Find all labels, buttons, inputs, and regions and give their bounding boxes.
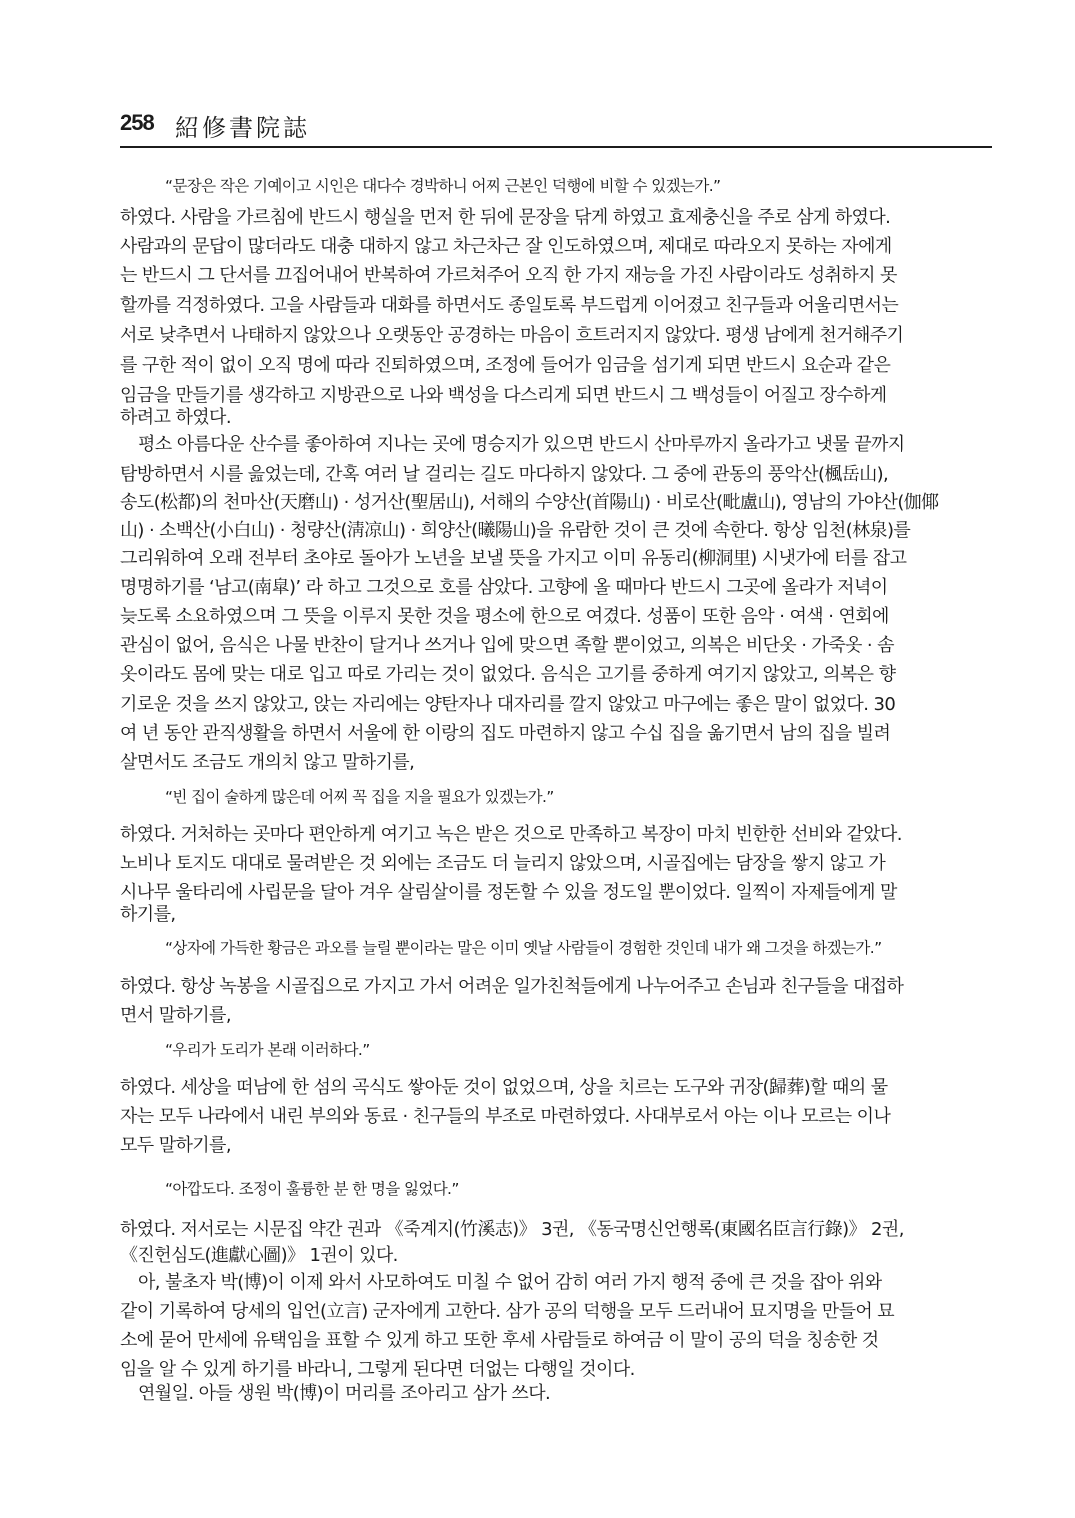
- text-line: 모두 말하기를,: [120, 1135, 231, 1156]
- text-line: 를 구한 적이 없이 오직 명에 따라 진퇴하였으며, 조정에 들어가 임금을 섬기게 되면 반드시 요순과 같은: [120, 355, 891, 376]
- quote-1: “문장은 작은 기예이고 시인은 대다수 경박하니 어찌 근본인 덕행에 비할 수 있겠는가.”: [165, 177, 721, 195]
- text-line: 그리워하여 오래 전부터 초야로 돌아가 노년을 보낼 뜻을 가지고 이미 유동리(柳洞里) 시냇가에 터를 잡고: [120, 548, 907, 569]
- text-line: 할까를 걱정하였다. 고을 사람들과 대화를 하면서도 종일토록 부드럽게 이어졌고 친구들과 어울리면서는: [120, 295, 899, 316]
- text-line: 여 년 동안 관직생활을 하면서 서울에 한 이랑의 집도 마련하지 않고 수십 집을 옮기면서 남의 집을 빌려: [120, 723, 891, 744]
- text-line: 자는 모두 나라에서 내린 부의와 동료 · 친구들의 부조로 마련하였다. 사대부로서 아는 이나 모르는 이나: [120, 1106, 891, 1127]
- text-line: 같이 기록하여 당세의 입언(立言) 군자에게 고한다. 삼가 공의 덕행을 모두 드러내어 묘지명을 만들어 묘: [120, 1301, 895, 1322]
- text-line: 하기를,: [120, 904, 176, 925]
- text-line: 연월일. 아들 생원 박(博)이 머리를 조아리고 삼가 쓰다.: [138, 1383, 551, 1404]
- text-line: 하였다. 항상 녹봉을 시골집으로 가지고 가서 어려운 일가친척들에게 나누어주고 손님과 친구들을 대접하: [120, 976, 904, 997]
- text-line: 평소 아름다운 산수를 좋아하여 지나는 곳에 명승지가 있으면 반드시 산마루까지 올라가고 냇물 끝까지: [138, 434, 905, 455]
- text-line: 송도(松都)의 천마산(天磨山) · 성거산(聖居山), 서해의 수양산(首陽山) · 비로산(毗盧山), 영남의 가야산(伽倻: [120, 492, 939, 513]
- text-line: 명명하기를 ‘남고(南皐)’ 라 하고 그것으로 호를 삼았다. 고향에 올 때마다 반드시 그곳에 올라가 저녁이: [120, 577, 888, 598]
- page-header: [120, 108, 992, 148]
- text-line: 하려고 하였다.: [120, 407, 231, 428]
- text-line: 하였다. 사람을 가르침에 반드시 행실을 먼저 한 뒤에 문장을 닦게 하였고 효제충신을 주로 삼게 하였다.: [120, 207, 891, 228]
- text-line: 기로운 것을 쓰지 않았고, 앉는 자리에는 양탄자나 대자리를 깔지 않았고 마구에는 좋은 말이 없었다. 30: [120, 694, 896, 715]
- quote-2: “빈 집이 술하게 많은데 어찌 꼭 집을 지을 필요가 있겠는가.”: [165, 788, 554, 806]
- text-line: 서로 낮추면서 나태하지 않았으나 오랫동안 공경하는 마음이 흐트러지지 않았다. 평생 남에게 천거해주기: [120, 325, 904, 346]
- quote-3: “상자에 가득한 황금은 과오를 늘릴 뿐이라는 말은 이미 옛날 사람들이 경험한 것인데 내가 왜 그것을 하겠는가.”: [165, 939, 882, 957]
- text-line: 는 반드시 그 단서를 끄집어내어 반복하여 가르쳐주어 오직 한 가지 재능을 가진 사람이라도 성취하지 못: [120, 265, 897, 286]
- text-line: 옷이라도 몸에 맞는 대로 입고 따로 가리는 것이 없었다. 음식은 고기를 중하게 여기지 않았고, 의복은 향: [120, 664, 896, 685]
- quote-5: “아깝도다. 조정이 훌륭한 분 한 명을 잃었다.”: [165, 1180, 459, 1198]
- text-line: 하였다. 세상을 떠남에 한 섬의 곡식도 쌓아둔 것이 없었으며, 상을 치르는 도구와 귀장(歸葬)할 때의 물: [120, 1077, 888, 1098]
- text-line: 하였다. 저서로는 시문집 약간 권과 《죽계지(竹溪志)》 3권, 《동국명신언행록(東國名臣言行錄)》 2권,: [120, 1219, 904, 1240]
- text-line: 아, 불초자 박(博)이 이제 와서 사모하여도 미칠 수 없어 감히 여러 가지 행적 중에 큰 것을 잡아 위와: [138, 1272, 882, 1293]
- text-line: 하였다. 거처하는 곳마다 편안하게 여기고 녹은 받은 것으로 만족하고 복장이 마치 빈한한 선비와 같았다.: [120, 824, 902, 845]
- text-line: 늦도록 소요하였으며 그 뜻을 이루지 못한 것을 평소에 한으로 여겼다. 성품이 또한 음악 · 여색 · 연회에: [120, 606, 889, 627]
- text-line: 노비나 토지도 대대로 물려받은 것 외에는 조금도 더 늘리지 않았으며, 시골집에는 담장을 쌓지 않고 가: [120, 853, 886, 874]
- text-line: 사람과의 문답이 많더라도 대충 대하지 않고 차근차근 잘 인도하였으며, 제대로 따라오지 못하는 자에게: [120, 236, 892, 257]
- text-line: 면서 말하기를,: [120, 1005, 231, 1026]
- text-line: 관심이 없어, 음식은 나물 반찬이 달거나 쓰거나 입에 맞으면 족할 뿐이었고, 의복은 비단옷 · 가죽옷 · 솜: [120, 635, 894, 656]
- text-line: 山) · 소백산(小白山) · 청량산(淸凉山) · 희양산(曦陽山)을 유람한 것이 큰 것에 속한다. 항상 임천(林泉)를: [120, 520, 911, 541]
- book-title: 紹修書院誌: [175, 114, 310, 142]
- text-line: 《진헌심도(進獻心圖)》 1권이 있다.: [120, 1245, 398, 1266]
- page-number: 258: [120, 110, 154, 135]
- text-line: 살면서도 조금도 개의치 않고 말하기를,: [120, 752, 415, 773]
- text-line: 임을 알 수 있게 하기를 바라니, 그렇게 된다면 더없는 다행일 것이다.: [120, 1359, 635, 1380]
- text-line: 임금을 만들기를 생각하고 지방관으로 나와 백성을 다스리게 되면 반드시 그 백성들이 어질고 장수하게: [120, 385, 887, 406]
- quote-4: “우리가 도리가 본래 이러하다.”: [165, 1041, 370, 1059]
- text-line: 탐방하면서 시를 읊었는데, 간혹 여러 날 걸리는 길도 마다하지 않았다. 그 중에 관동의 풍악산(楓岳山),: [120, 464, 889, 485]
- text-line: 시나무 울타리에 사립문을 달아 겨우 살림살이를 정돈할 수 있을 정도일 뿐이었다. 일찍이 자제들에게 말: [120, 882, 897, 903]
- text-line: 소에 묻어 만세에 유택임을 표할 수 있게 하고 또한 후세 사람들로 하여금 이 말이 공의 덕을 칭송한 것: [120, 1330, 879, 1351]
